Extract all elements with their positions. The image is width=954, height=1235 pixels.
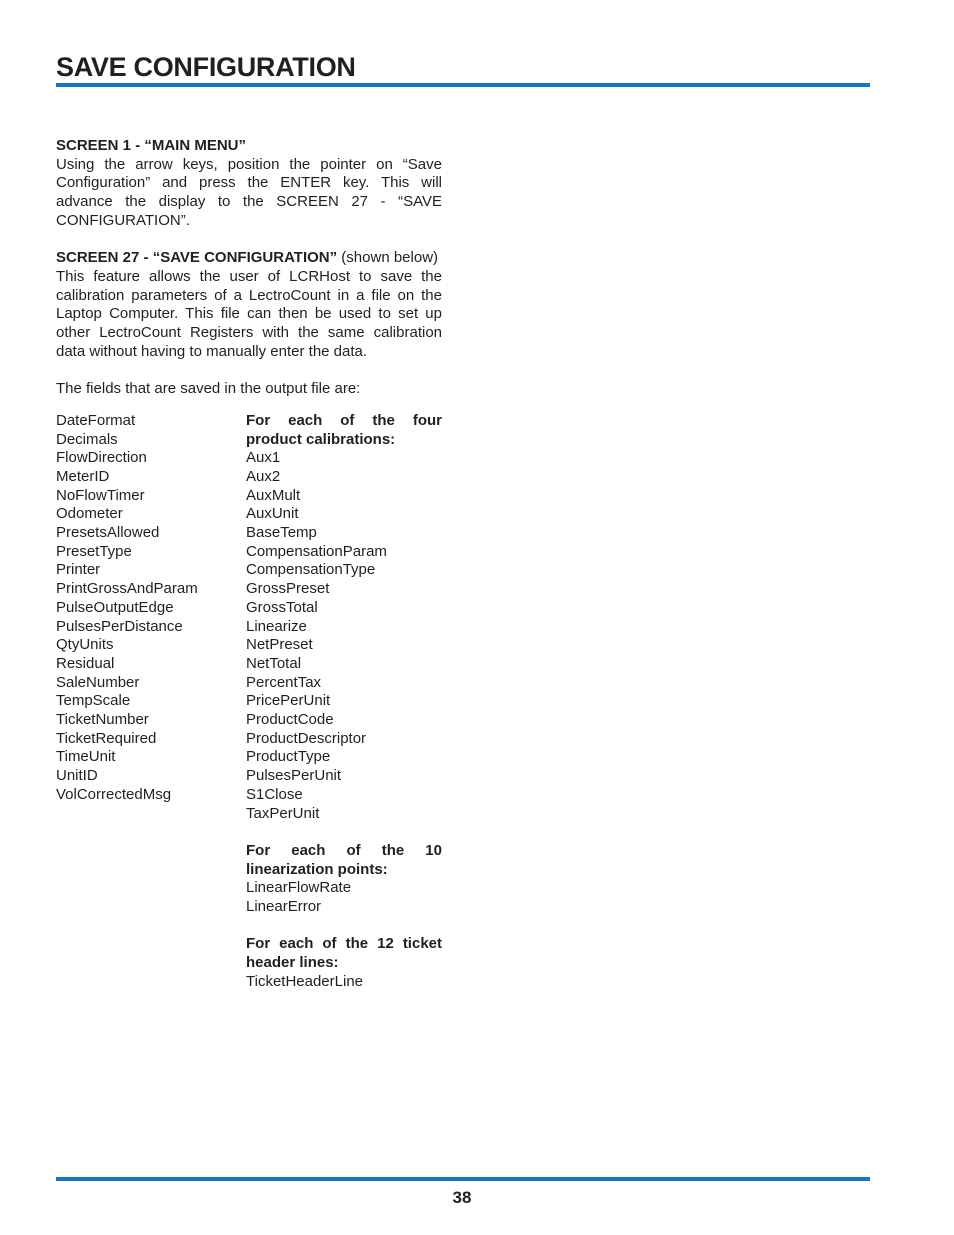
field-item: NetTotal xyxy=(246,654,302,672)
field-item: LinearFlowRate xyxy=(246,879,352,897)
field-item: ProductDescriptor xyxy=(246,729,367,747)
field-item: Aux1 xyxy=(246,449,281,467)
screen27-text: This feature allows the user of LCRHost to save the calibration parameters of a LectroCount in a file on the Laptop Computer. This file can then be used to set up other LectroCount Registers with the same calibration data without having to manually enter the data. xyxy=(56,267,442,360)
field-item: Odometer xyxy=(56,505,123,523)
field-item: DateFormat xyxy=(56,411,136,429)
field-item: CompensationParam xyxy=(246,542,387,560)
fields-intro: The fields that are saved in the output file are: xyxy=(56,380,361,398)
field-item: TimeUnit xyxy=(56,748,116,766)
field-item: PricePerUnit xyxy=(246,692,331,710)
field-item: Aux2 xyxy=(246,467,281,485)
field-item: GrossPreset xyxy=(246,580,330,598)
field-item: PulsesPerUnit xyxy=(246,767,342,785)
field-item: PrintGrossAndParam xyxy=(56,580,198,598)
field-item: MeterID xyxy=(56,467,110,485)
linearization-group-heading: For each of the 10 linearization points: xyxy=(246,841,442,878)
main-content xyxy=(56,137,442,1002)
field-item: VolCorrectedMsg xyxy=(56,785,172,803)
field-item: AuxUnit xyxy=(246,505,299,523)
field-item: TaxPerUnit xyxy=(246,804,320,822)
linearization-fields-list xyxy=(246,879,442,916)
field-item: NetPreset xyxy=(246,636,313,654)
field-item: TicketRequired xyxy=(56,729,157,747)
field-item: PresetsAllowed xyxy=(56,524,160,542)
field-item: UnitID xyxy=(56,767,98,785)
screen27-heading: SCREEN 27 - “SAVE CONFIGURATION” xyxy=(56,249,338,267)
product-fields-list xyxy=(246,449,442,823)
field-item: PercentTax xyxy=(246,673,322,691)
grouped-fields-list xyxy=(246,412,442,992)
ticket-fields-list xyxy=(246,973,442,992)
ticket-group-heading: For each of the 12 ticket header lines: xyxy=(246,935,442,972)
field-item: TempScale xyxy=(56,692,131,710)
field-item: QtyUnits xyxy=(56,636,114,654)
field-item: PulseOutputEdge xyxy=(56,598,174,616)
product-group-heading: For each of the four product calibrations: xyxy=(246,411,442,448)
field-item: LinearError xyxy=(246,898,322,916)
screen1-text: Using the arrow keys, position the pointer on “Save Configuration” and press the ENTER key. This will advance the display to the SCREEN 27 - “SAVE CONFIGURATION”. xyxy=(56,155,442,229)
field-item: AuxMult xyxy=(246,486,301,504)
field-item: ProductCode xyxy=(246,711,334,729)
field-item: PresetType xyxy=(56,542,132,560)
screen27-heading-suffix: (shown below) xyxy=(337,249,439,267)
field-item: ProductType xyxy=(246,748,331,766)
field-item: FlowDirection xyxy=(56,449,147,467)
field-item: NoFlowTimer xyxy=(56,486,145,504)
field-item: Decimals xyxy=(56,430,118,448)
page-number: 38 xyxy=(452,1188,472,1207)
field-item: CompensationType xyxy=(246,561,376,579)
field-item: Residual xyxy=(56,654,115,672)
field-item: S1Close xyxy=(246,785,303,803)
field-item: TicketNumber xyxy=(56,711,149,729)
field-item: SaleNumber xyxy=(56,673,140,691)
general-fields-list xyxy=(56,412,198,805)
page-title: SAVE CONFIGURATION xyxy=(56,52,356,82)
screen1-paragraph xyxy=(56,137,442,231)
field-item: Linearize xyxy=(246,617,307,635)
field-item: PulsesPerDistance xyxy=(56,617,183,635)
fields-lists xyxy=(56,412,442,1002)
field-item: GrossTotal xyxy=(246,598,318,616)
field-item: Printer xyxy=(56,561,101,579)
field-item: TicketHeaderLine xyxy=(246,972,364,990)
screen1-heading: SCREEN 1 - “MAIN MENU” xyxy=(56,137,247,154)
screen27-paragraph xyxy=(56,249,442,361)
field-item: BaseTemp xyxy=(246,524,317,542)
footer-rule xyxy=(56,1177,870,1181)
header-rule xyxy=(56,83,870,87)
